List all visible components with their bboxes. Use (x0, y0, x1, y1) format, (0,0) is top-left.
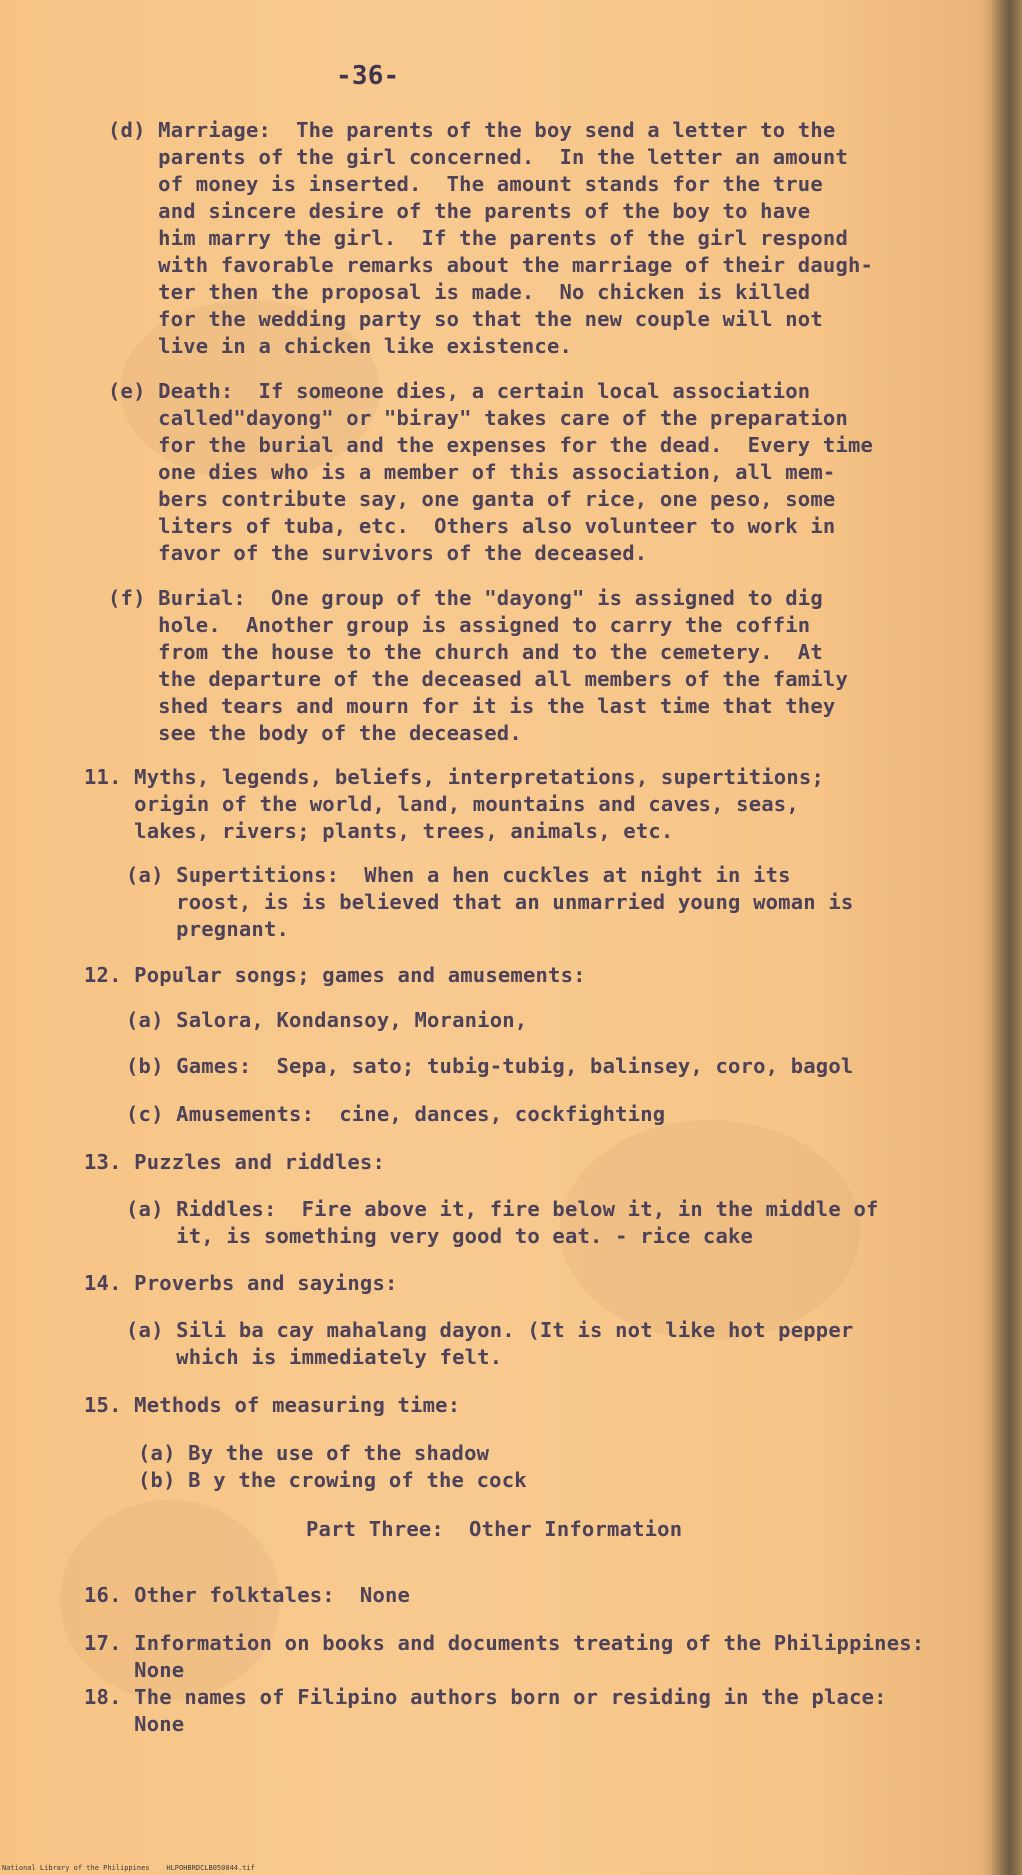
section-heading: 16. Other folktales: None (84, 1583, 411, 1607)
text-line: None (84, 1658, 185, 1682)
text-line: (a) By the use of the shadow (138, 1441, 490, 1465)
text-line: one dies who is a member of this association, all mem- (108, 460, 836, 484)
section-heading: 11. Myths, legends, beliefs, interpretations, supertitions; (84, 765, 824, 789)
text-line: see the body of the deceased. (108, 721, 522, 745)
text-line: and sincere desire of the parents of the boy to have (108, 199, 811, 223)
section-heading: 18. The names of Filipino authors born or residing in the place: (84, 1685, 887, 1709)
section-heading: 12. Popular songs; games and amusements: (84, 963, 586, 987)
text-line: None (84, 1712, 185, 1736)
text-line: for the wedding party so that the new couple will not (108, 307, 823, 331)
text-line: liters of tuba, etc. Others also volunteer to work in (108, 514, 836, 538)
text-line: (c) Amusements: cine, dances, cockfighting (126, 1102, 666, 1126)
book-binding-edge (992, 0, 1022, 1875)
text-line: live in a chicken like existence. (108, 334, 573, 358)
text-line: (a) Salora, Kondansoy, Moranion, (126, 1008, 528, 1032)
text-line: (f) Burial: One group of the "dayong" is assigned to dig (108, 586, 823, 610)
text-line: (b) Games: Sepa, sato; tubig-tubig, balinsey, coro, bagol (126, 1054, 854, 1078)
text-line: roost, is is believed that an unmarried young woman is (126, 890, 854, 914)
section-heading: 15. Methods of measuring time: (84, 1393, 461, 1417)
text-line: with favorable remarks about the marriage of their daugh- (108, 253, 874, 277)
text-line: (a) Supertitions: When a hen cuckles at night in its (126, 863, 791, 887)
text-line: of money is inserted. The amount stands for the true (108, 172, 823, 196)
text-line: the departure of the deceased all members of the family (108, 667, 848, 691)
part-heading: Part Three: Other Information (306, 1517, 683, 1541)
text-line: favor of the survivors of the deceased. (108, 541, 648, 565)
text-line: which is immediately felt. (126, 1345, 503, 1369)
text-line: hole. Another group is assigned to carry the coffin (108, 613, 811, 637)
text-line: (a) Sili ba cay mahalang dayon. (It is not like hot pepper (126, 1318, 854, 1342)
text-line: him marry the girl. If the parents of the girl respond (108, 226, 848, 250)
page-number: -36- (336, 61, 400, 91)
text-line: (d) Marriage: The parents of the boy send a letter to the (108, 118, 836, 142)
text-line: ter then the proposal is made. No chicken is killed (108, 280, 811, 304)
text-line: for the burial and the expenses for the dead. Every time (108, 433, 874, 457)
text-line: (e) Death: If someone dies, a certain local association (108, 379, 811, 403)
section-heading: 13. Puzzles and riddles: (84, 1150, 386, 1174)
scan-footer: National Library of the Philippines HLPOHBRDCLB050044.tif (2, 1864, 255, 1872)
text-line: bers contribute say, one ganta of rice, one peso, some (108, 487, 836, 511)
text-line: called"dayong" or "biray" takes care of the preparation (108, 406, 848, 430)
section-heading: 14. Proverbs and sayings: (84, 1271, 398, 1295)
text-line: (a) Riddles: Fire above it, fire below it, in the middle of (126, 1197, 879, 1221)
text-line: shed tears and mourn for it is the last time that they (108, 694, 836, 718)
text-line: lakes, rivers; plants, trees, animals, etc. (84, 819, 674, 843)
text-line: origin of the world, land, mountains and caves, seas, (84, 792, 799, 816)
text-line: parents of the girl concerned. In the letter an amount (108, 145, 848, 169)
text-line: (b) B y the crowing of the cock (138, 1468, 527, 1492)
text-line: pregnant. (126, 917, 290, 941)
text-line: from the house to the church and to the cemetery. At (108, 640, 823, 664)
section-heading: 17. Information on books and documents treating of the Philippines: (84, 1631, 925, 1655)
text-line: it, is something very good to eat. - rice cake (126, 1224, 754, 1248)
